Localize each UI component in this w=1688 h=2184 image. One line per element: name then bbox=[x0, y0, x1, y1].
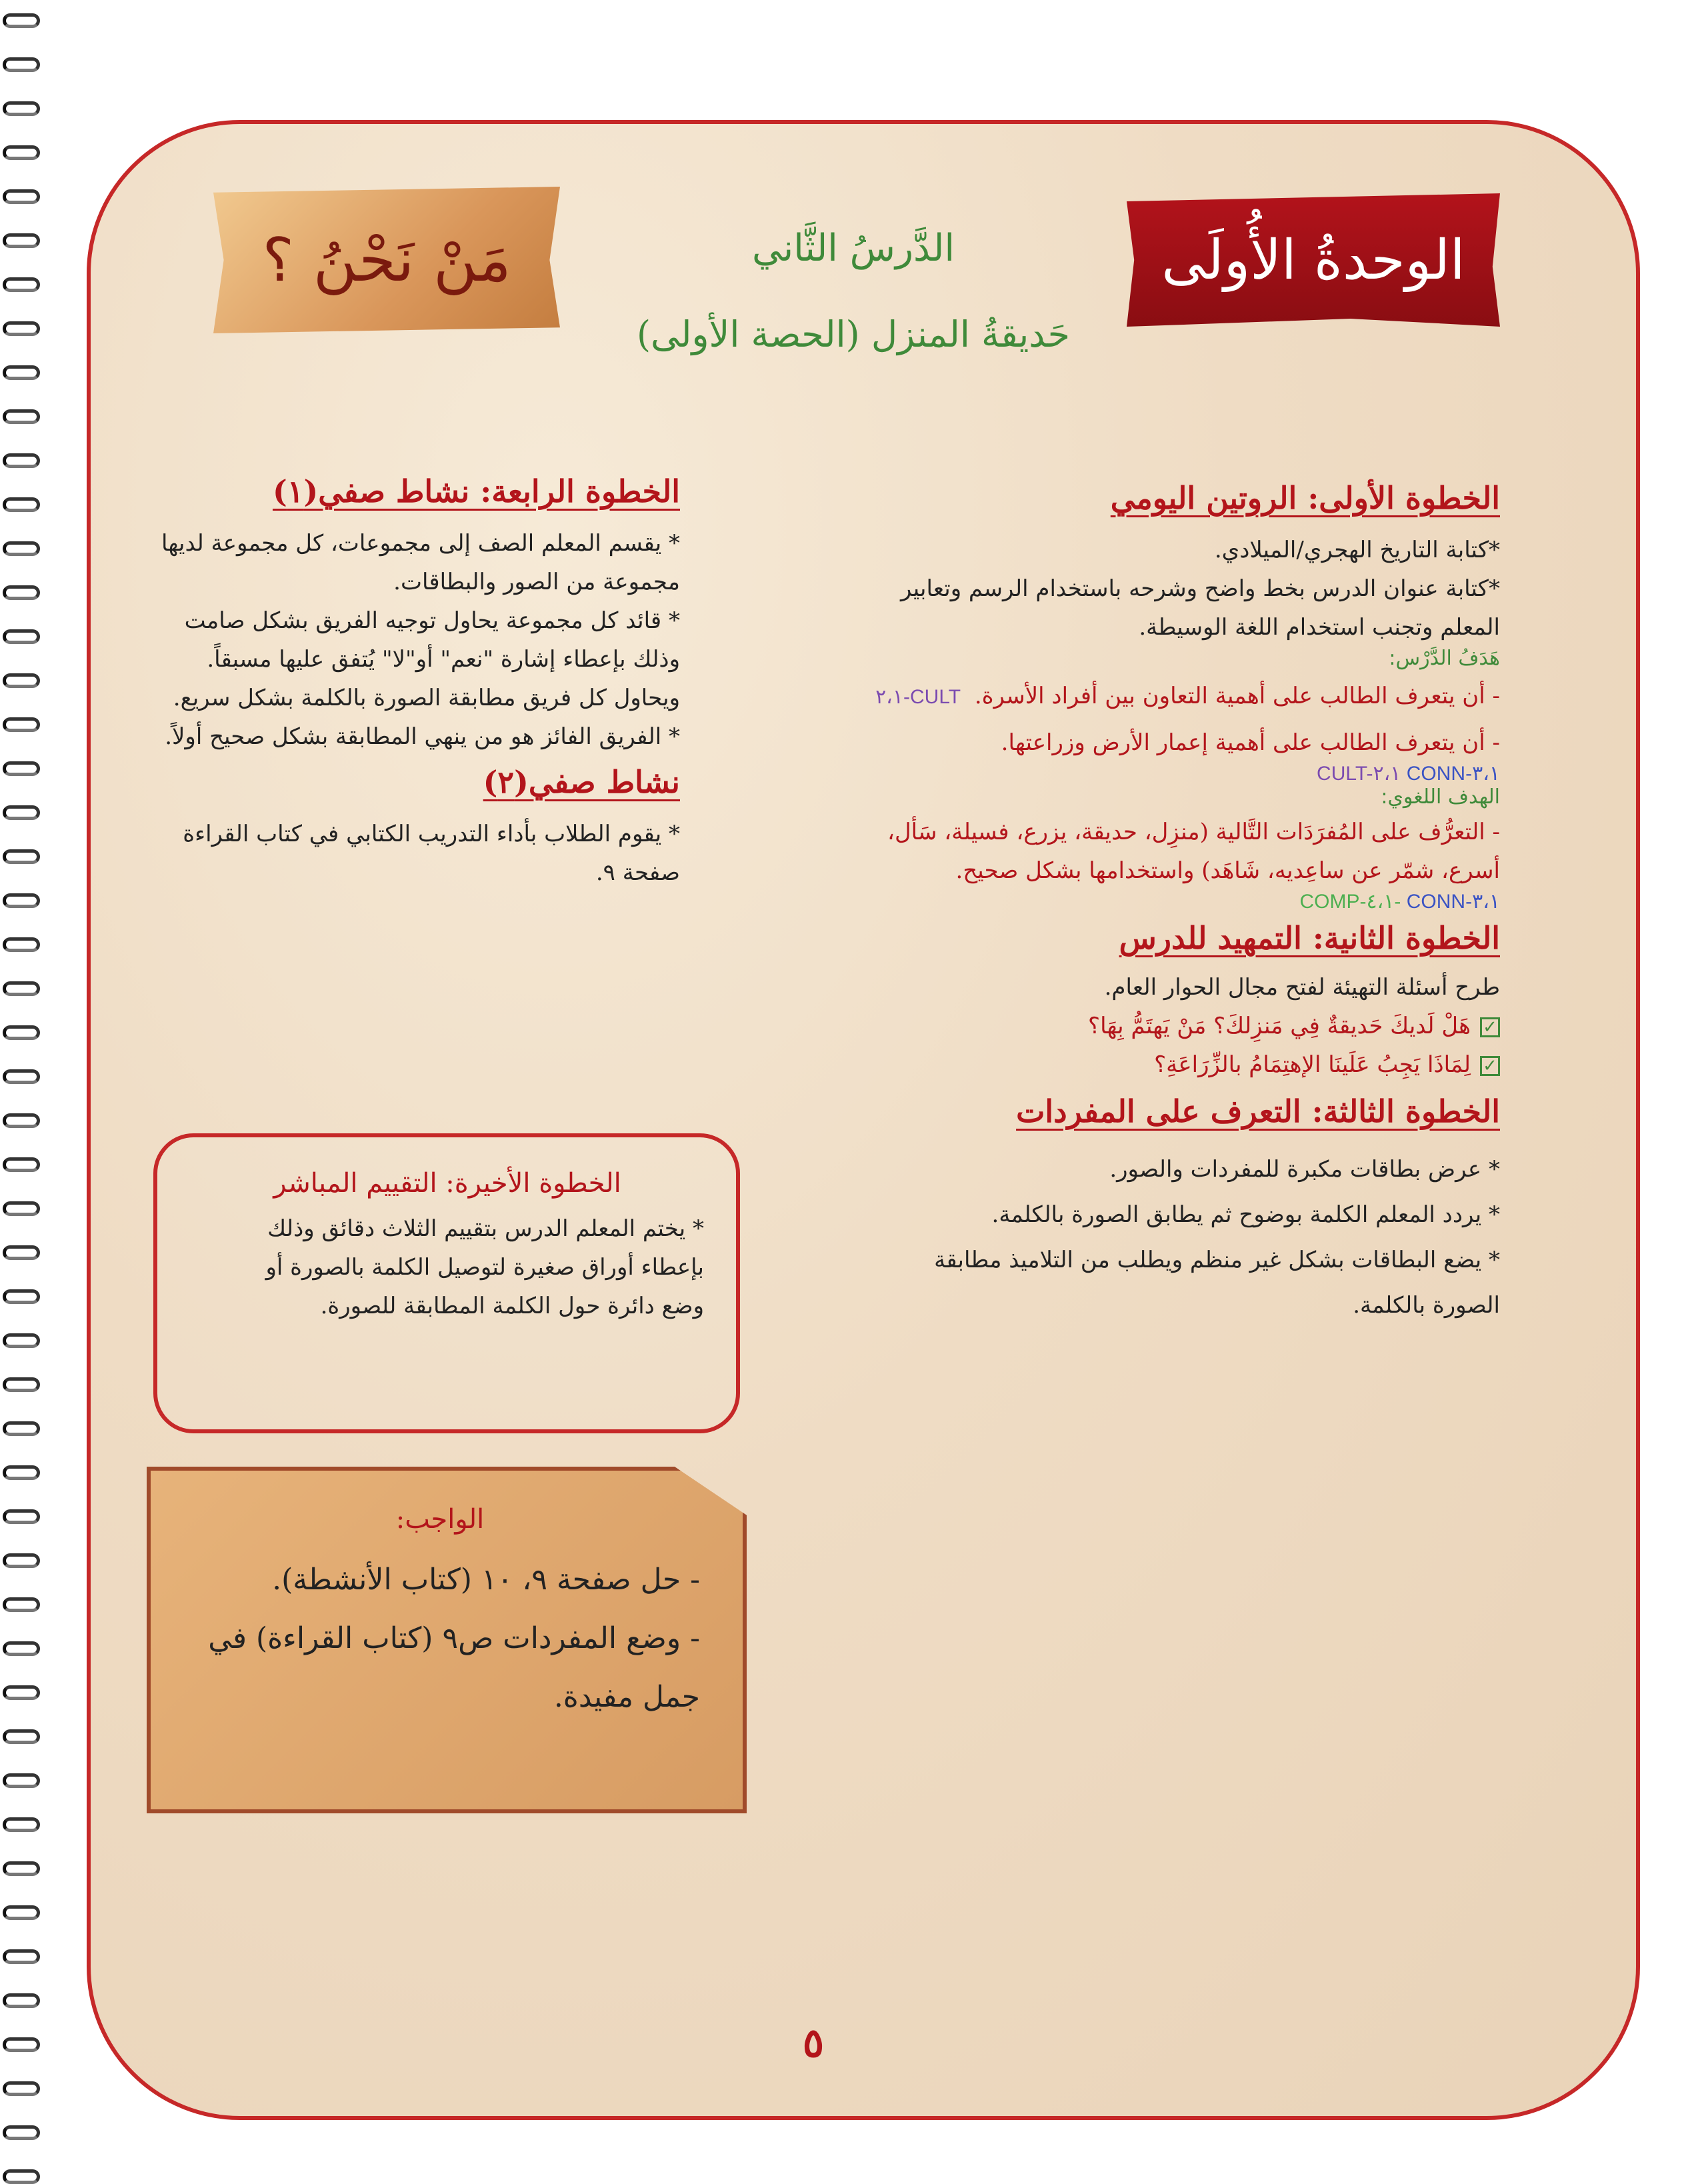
unit-banner bbox=[1127, 193, 1500, 327]
step1-line: *كتابة عنوان الدرس بخط واضح وشرحه باستخدام الرسم وتعابير bbox=[900, 575, 1500, 602]
evaluation-line: بإعطاء أوراق صغيرة لتوصيل الكلمة بالصورة أو bbox=[265, 1254, 704, 1281]
evaluation-line: وضع دائرة حول الكلمة المطابقة للصورة. bbox=[320, 1293, 704, 1319]
spiral-ring bbox=[3, 1377, 40, 1392]
spiral-ring bbox=[3, 1773, 40, 1788]
spiral-ring bbox=[3, 1861, 40, 1876]
goal-1-text: - أن يتعرف الطالب على أهمية التعاون بين أفراد الأسرة. bbox=[974, 683, 1500, 709]
step2-heading: الخطوة الثانية: التمهيد للدرس bbox=[1119, 920, 1500, 956]
spiral-ring bbox=[3, 189, 40, 204]
homework-box bbox=[147, 1467, 747, 1813]
goal-2-codes bbox=[773, 762, 1500, 785]
spiral-ring bbox=[3, 101, 40, 116]
language-code-b: CONN-٣،١ bbox=[1406, 891, 1500, 913]
homework-heading: الواجب: bbox=[395, 1504, 485, 1535]
step4-line: وذلك بإعطاء إشارة "نعم" أو"لا" يُتفق عليها مسبقاً. bbox=[207, 646, 680, 673]
spiral-binding bbox=[0, 0, 47, 2184]
spiral-ring bbox=[3, 1949, 40, 1964]
spiral-ring bbox=[3, 893, 40, 908]
spiral-ring bbox=[3, 57, 40, 72]
evaluation-line: * يختم المعلم الدرس بتقييم الثلاث دقائق وذلك bbox=[267, 1215, 704, 1242]
step4-line: * يقسم المعلم الصف إلى مجموعات، كل مجموعة لديها bbox=[161, 530, 680, 557]
goal-2-code-a: CULT-٢،١ bbox=[1317, 763, 1401, 785]
evaluation-box bbox=[153, 1133, 740, 1433]
spiral-ring bbox=[3, 145, 40, 160]
spiral-ring bbox=[3, 453, 40, 468]
step1-line: *كتابة التاريخ الهجري/الميلادي. bbox=[1214, 537, 1500, 563]
spiral-ring bbox=[3, 409, 40, 424]
spiral-ring bbox=[3, 2125, 40, 2140]
spiral-ring bbox=[3, 1641, 40, 1656]
spiral-ring bbox=[3, 541, 40, 556]
goal-2-text: - أن يتعرف الطالب على أهمية إعمار الأرض وزراعتها. bbox=[1001, 729, 1500, 756]
topic-title: مَنْ نَحْنُ ؟ bbox=[262, 225, 511, 295]
spiral-ring bbox=[3, 13, 40, 28]
spiral-ring bbox=[3, 1421, 40, 1436]
spiral-ring bbox=[3, 277, 40, 292]
step3-heading: الخطوة الثالثة: التعرف على المفردات bbox=[1016, 1093, 1500, 1129]
evaluation-heading: الخطوة الأخيرة: التقييم المباشر bbox=[273, 1168, 621, 1199]
spiral-ring bbox=[3, 1289, 40, 1304]
language-goal-codes bbox=[773, 890, 1500, 913]
spiral-ring bbox=[3, 1465, 40, 1480]
left-column bbox=[147, 473, 680, 892]
checkbox-checked-icon: ✓ bbox=[1480, 1056, 1500, 1076]
lesson-number: الدَّرسُ الثَّاني bbox=[751, 227, 955, 270]
spiral-ring bbox=[3, 497, 40, 512]
homework-line: - وضع المفردات ص٩ (كتاب القراءة) في bbox=[208, 1621, 700, 1655]
goal-1-code: CULT-٢،١ bbox=[875, 686, 961, 708]
spiral-ring bbox=[3, 1597, 40, 1612]
lesson-title: حَديقةُ المنزل (الحصة الأولى) bbox=[636, 313, 1071, 355]
step1-heading: الخطوة الأولى: الروتين اليومي bbox=[1110, 480, 1500, 516]
goal-label: هَدَفُ الدَّرْس: bbox=[1389, 647, 1500, 670]
step3-line: * يضع البطاقات بشكل غير منظم ويطلب من التلاميذ مطابقة bbox=[934, 1247, 1500, 1273]
spiral-ring bbox=[3, 585, 40, 600]
language-goal-label: الهدف اللغوي: bbox=[1381, 785, 1500, 809]
spiral-ring bbox=[3, 805, 40, 820]
spiral-ring bbox=[3, 673, 40, 688]
spiral-ring bbox=[3, 233, 40, 248]
step3-line: * عرض بطاقات مكبرة للمفردات والصور. bbox=[1109, 1156, 1500, 1183]
warmup-question-1 bbox=[773, 1007, 1500, 1045]
spiral-ring bbox=[3, 1025, 40, 1040]
step4-line: ويحاول كل فريق مطابقة الصورة بالكلمة بشكل سريع. bbox=[173, 685, 680, 711]
language-goal-line: أسرع، شمّر عن ساعِديه، شَاهَد) واستخدامها بشكل صحيح. bbox=[955, 857, 1500, 884]
spiral-ring bbox=[3, 1817, 40, 1832]
activity2-heading: نشاط صفي(٢) bbox=[483, 764, 680, 800]
step4-heading: الخطوة الرابعة: نشاط صفي(١) bbox=[272, 473, 680, 509]
spiral-ring bbox=[3, 937, 40, 952]
step2-intro: طرح أسئلة التهيئة لفتح مجال الحوار العام. bbox=[1104, 974, 1500, 1001]
question-text: هَلْ لَديكَ حَديقةٌ فِي مَنزِلكَ؟ مَنْ يَهتَمُّ بِهَا؟ bbox=[1088, 1013, 1471, 1039]
language-goal-line: - التعرُّف على المُفرَدَات التَّالية (منزِل، حديقة، يزرع، فسيلة، سَأل، bbox=[887, 819, 1500, 845]
step3-line: * يردد المعلم الكلمة بوضوح ثم يطابق الصورة بالكلمة. bbox=[991, 1201, 1500, 1228]
warmup-question-2 bbox=[773, 1045, 1500, 1084]
checkbox-checked-icon: ✓ bbox=[1480, 1017, 1500, 1037]
activity2-line: صفحة ٩. bbox=[595, 859, 680, 886]
language-code-a: COMP-٤،١- bbox=[1299, 891, 1401, 913]
spiral-ring bbox=[3, 1553, 40, 1568]
activity2-line: * يقوم الطلاب بأداء التدريب الكتابي في كتاب القراءة bbox=[183, 821, 680, 847]
topic-banner bbox=[213, 187, 560, 333]
spiral-ring bbox=[3, 1509, 40, 1524]
spiral-ring bbox=[3, 1905, 40, 1920]
unit-title: الوحدةُ الأُولَى bbox=[1161, 228, 1465, 292]
spiral-ring bbox=[3, 849, 40, 864]
spiral-ring bbox=[3, 321, 40, 336]
spiral-ring bbox=[3, 1729, 40, 1744]
spiral-ring bbox=[3, 761, 40, 776]
spiral-ring bbox=[3, 629, 40, 644]
spiral-ring bbox=[3, 365, 40, 380]
spiral-ring bbox=[3, 2081, 40, 2096]
right-column bbox=[773, 480, 1500, 1328]
spiral-ring bbox=[3, 1993, 40, 2008]
spiral-ring bbox=[3, 1069, 40, 1084]
step4-line: * قائد كل مجموعة يحاول توجيه الفريق بشكل صامت bbox=[184, 607, 680, 634]
step4-line: * الفريق الفائز هو من ينهي المطابقة بشكل صحيح أولاً. bbox=[165, 723, 680, 750]
spiral-ring bbox=[3, 981, 40, 996]
step1-line: المعلم وتجنب استخدام اللغة الوسيطة. bbox=[1139, 614, 1500, 641]
step3-line: الصورة بالكلمة. bbox=[1353, 1292, 1500, 1319]
spiral-ring bbox=[3, 717, 40, 732]
spiral-ring bbox=[3, 1113, 40, 1128]
spiral-ring bbox=[3, 2037, 40, 2052]
spiral-ring bbox=[3, 1157, 40, 1172]
homework-line: - حل صفحة ٩، ١٠ (كتاب الأنشطة). bbox=[272, 1563, 700, 1597]
goal-1 bbox=[773, 677, 1500, 717]
homework-line: جمل مفيدة. bbox=[553, 1680, 700, 1714]
goal-2-code-b: CONN-٣،١ bbox=[1406, 763, 1500, 785]
spiral-ring bbox=[3, 1245, 40, 1260]
spiral-ring bbox=[3, 1201, 40, 1216]
spiral-ring bbox=[3, 2169, 40, 2184]
step4-line: مجموعة من الصور والبطاقات. bbox=[393, 569, 680, 595]
spiral-ring bbox=[3, 1333, 40, 1348]
question-text: لِمَاذَا يَجِبُ عَلَينَا الإهتِمَامُ بالزِّرَاعَةِ؟ bbox=[1154, 1051, 1471, 1078]
spiral-ring bbox=[3, 1685, 40, 1700]
page-number: ٥ bbox=[802, 2020, 825, 2067]
